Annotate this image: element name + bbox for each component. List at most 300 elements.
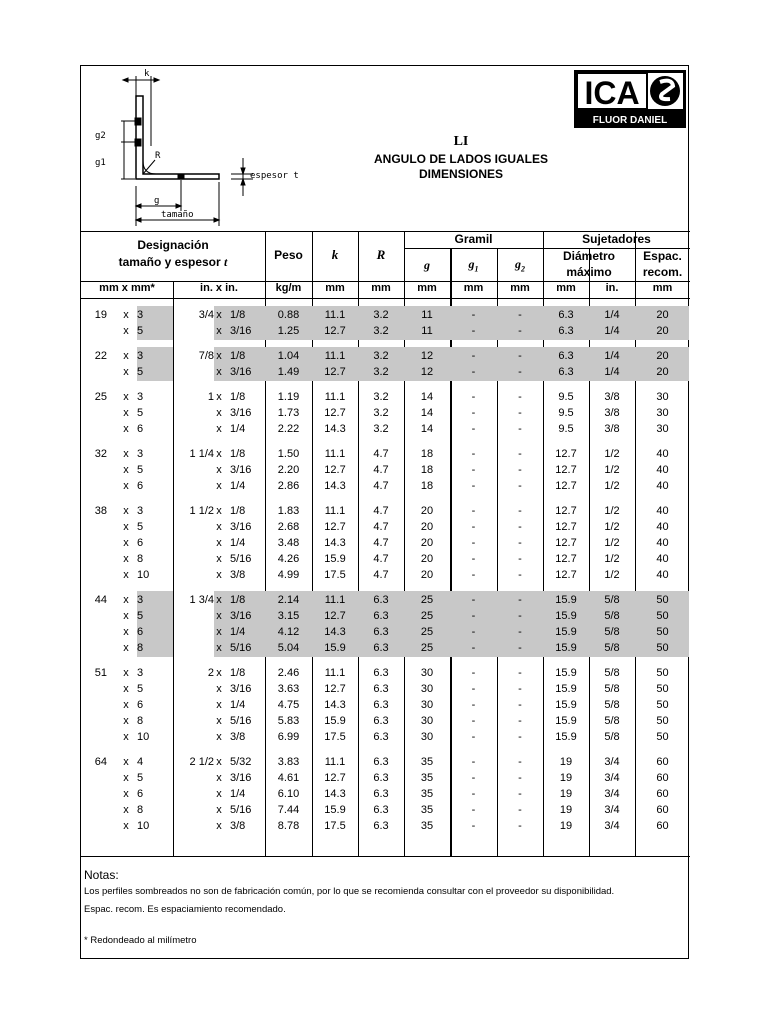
cell-g: 30 (420, 731, 434, 743)
cell-k: 14.3 (324, 480, 346, 492)
cell-peso: 1.73 (277, 407, 300, 419)
cell-g1: - (471, 537, 476, 549)
cell-R: 6.3 (373, 804, 389, 816)
cell-dmm: 19 (559, 772, 573, 784)
cell-dmm: 19 (559, 788, 573, 800)
cell-x2: x (216, 683, 222, 695)
cell-x2: x (216, 366, 222, 378)
cell-x2: x (216, 594, 222, 606)
cell-a: 64 (94, 756, 107, 768)
cell-din: 1/4 (604, 309, 620, 321)
cell-x2: x (216, 772, 222, 784)
cell-peso: 6.99 (277, 731, 300, 743)
cell-din: 1/2 (604, 569, 620, 581)
cell-k: 12.7 (324, 683, 346, 695)
cell-x1: x (123, 804, 129, 816)
header-recom: recom. (642, 265, 683, 279)
cell-ib: 1/8 (230, 505, 246, 517)
header-g: g (424, 258, 430, 272)
cell-g1: - (471, 594, 476, 606)
cell-b: 10 (137, 569, 150, 581)
cell-dmm: 9.5 (558, 391, 574, 403)
cell-dmm: 12.7 (555, 505, 577, 517)
cell-g: 11 (421, 325, 433, 337)
cell-x2: x (216, 626, 222, 638)
cell-g1: - (471, 480, 476, 492)
cell-dmm: 15.9 (555, 610, 577, 622)
header-espac: Espac. (643, 249, 682, 263)
cell-k: 11.1 (324, 594, 346, 606)
cell-din: 3/4 (604, 804, 620, 816)
cell-esp: 30 (656, 407, 669, 419)
cell-x2: x (216, 464, 222, 476)
cell-g: 12 (420, 366, 434, 378)
cell-peso: 1.25 (277, 325, 300, 337)
cell-b: 5 (137, 772, 144, 784)
cell-g1: - (471, 464, 476, 476)
cell-R: 3.2 (373, 325, 389, 337)
cell-g1: - (471, 366, 476, 378)
cell-g1: - (471, 569, 476, 581)
cell-g: 18 (420, 464, 434, 476)
cell-x1: x (123, 391, 129, 403)
cell-ib: 1/4 (230, 788, 246, 800)
cell-ib: 3/8 (230, 569, 246, 581)
cell-b: 3 (137, 309, 144, 321)
cell-esp: 40 (656, 480, 669, 492)
cell-R: 6.3 (373, 715, 389, 727)
cell-g: 20 (420, 569, 434, 581)
cell-g1: - (471, 715, 476, 727)
cell-R: 4.7 (373, 521, 389, 533)
cell-peso: 4.26 (277, 553, 300, 565)
cell-peso: 1.83 (277, 505, 300, 517)
cell-g: 12 (420, 350, 434, 362)
cell-dmm: 15.9 (555, 594, 577, 606)
cell-a: 22 (94, 350, 107, 362)
cell-g: 30 (420, 683, 434, 695)
cell-g2: - (518, 464, 522, 476)
cell-b: 10 (137, 820, 150, 832)
cell-peso: 0.88 (277, 309, 300, 321)
cell-dmm: 12.7 (555, 480, 577, 492)
diagram-g1-label: g1 (95, 158, 106, 168)
cell-dmm: 15.9 (555, 667, 577, 679)
cell-x1: x (123, 772, 129, 784)
unit-mm-mm: mm x mm* (99, 282, 155, 294)
cell-esp: 40 (656, 537, 669, 549)
cell-g2: - (518, 537, 522, 549)
unit-g2: mm (510, 282, 530, 294)
cell-b: 3 (137, 594, 144, 606)
cell-ib: 3/16 (230, 464, 252, 476)
cell-peso: 2.20 (277, 464, 300, 476)
cell-x1: x (123, 731, 129, 743)
cell-ib: 3/16 (230, 683, 252, 695)
cell-b: 6 (137, 788, 144, 800)
cell-din: 1/2 (604, 521, 620, 533)
cell-peso: 2.22 (277, 423, 300, 435)
cell-R: 3.2 (373, 423, 389, 435)
cell-ib: 3/16 (230, 772, 252, 784)
cell-g: 11 (421, 309, 433, 321)
cell-ib: 5/16 (230, 553, 252, 565)
cell-k: 15.9 (324, 715, 346, 727)
cell-b: 4 (137, 756, 144, 768)
cell-g2: - (518, 423, 522, 435)
cell-g: 35 (420, 756, 434, 768)
cell-g: 18 (420, 480, 434, 492)
cell-esp: 30 (656, 423, 669, 435)
cell-b: 5 (137, 325, 144, 337)
cell-peso: 2.46 (277, 667, 300, 679)
cell-R: 6.3 (373, 594, 389, 606)
cell-ia: 3/4 (198, 309, 214, 321)
cell-din: 1/4 (604, 325, 620, 337)
header-maximo: máximo (566, 265, 612, 279)
cell-din: 1/2 (604, 537, 620, 549)
cell-R: 6.3 (373, 731, 389, 743)
cell-k: 11.1 (324, 667, 346, 679)
cell-g1: - (471, 309, 476, 321)
cell-g1: - (471, 391, 476, 403)
cell-k: 11.1 (324, 505, 346, 517)
unit-in-in: in. x in. (200, 282, 238, 294)
cell-g: 14 (420, 423, 434, 435)
cell-b: 3 (137, 448, 144, 460)
cell-k: 12.7 (324, 610, 346, 622)
cell-b: 3 (137, 391, 144, 403)
cell-x1: x (123, 569, 129, 581)
cell-x2: x (216, 391, 222, 403)
cell-b: 6 (137, 537, 144, 549)
header-g1: $g_1$ (468, 257, 479, 274)
cell-g: 35 (420, 804, 434, 816)
cell-x2: x (216, 642, 222, 654)
cell-k: 17.5 (324, 569, 346, 581)
cell-g1: - (471, 407, 476, 419)
cell-dmm: 19 (559, 756, 573, 768)
cell-esp: 40 (656, 553, 669, 565)
cell-g: 18 (420, 448, 434, 460)
cell-ib: 1/4 (230, 537, 246, 549)
cell-ia: 1 3/4 (189, 594, 214, 606)
cell-g1: - (471, 683, 476, 695)
cell-b: 5 (137, 464, 144, 476)
cell-x1: x (123, 309, 129, 321)
cell-ia: 2 1/2 (189, 756, 214, 768)
cell-ib: 3/16 (230, 610, 252, 622)
cell-dmm: 6.3 (558, 309, 574, 321)
cell-a: 32 (94, 448, 107, 460)
cell-g: 25 (420, 642, 434, 654)
cell-g1: - (471, 325, 476, 337)
cell-x1: x (123, 715, 129, 727)
cell-k: 12.7 (324, 366, 346, 378)
cell-din: 3/4 (604, 788, 620, 800)
cell-g: 25 (420, 594, 434, 606)
cell-ib: 1/8 (230, 350, 246, 362)
cell-R: 4.7 (373, 553, 389, 565)
cell-x2: x (216, 325, 222, 337)
cell-din: 3/8 (604, 423, 620, 435)
cell-k: 15.9 (324, 553, 346, 565)
cell-b: 8 (137, 715, 144, 727)
cell-g: 14 (420, 407, 434, 419)
cell-R: 6.3 (373, 788, 389, 800)
unit-d-mm: mm (556, 282, 576, 294)
cell-x1: x (123, 537, 129, 549)
cell-b: 10 (137, 731, 150, 743)
cell-x1: x (123, 683, 129, 695)
header-tamano-espesor: tamaño y espesor t (118, 255, 228, 269)
cell-x2: x (216, 309, 222, 321)
cell-b: 6 (137, 480, 144, 492)
cell-din: 1/2 (604, 464, 620, 476)
cell-k: 14.3 (324, 626, 346, 638)
cell-b: 3 (137, 350, 144, 362)
cell-dmm: 12.7 (555, 464, 577, 476)
cell-x1: x (123, 448, 129, 460)
cell-g1: - (471, 667, 476, 679)
cell-g1: - (471, 699, 476, 711)
company-logo (574, 70, 686, 133)
cell-ib: 1/8 (230, 309, 246, 321)
cell-esp: 50 (656, 626, 669, 638)
logo-text-bottom: FLUOR DANIEL (592, 115, 668, 126)
cell-x2: x (216, 350, 222, 362)
cell-din: 3/4 (604, 756, 620, 768)
cell-ib: 1/8 (230, 448, 246, 460)
cell-g2: - (518, 407, 522, 419)
unit-g1: mm (463, 282, 484, 294)
cell-k: 11.1 (324, 391, 346, 403)
cell-din: 5/8 (604, 594, 620, 606)
cell-k: 17.5 (324, 820, 346, 832)
cell-ib: 1/4 (230, 699, 246, 711)
cell-ib: 1/8 (230, 667, 246, 679)
cell-g1: - (471, 521, 476, 533)
cell-x2: x (216, 480, 222, 492)
cell-R: 4.7 (373, 480, 389, 492)
cell-ib: 3/16 (230, 521, 252, 533)
cell-x1: x (123, 788, 129, 800)
cell-dmm: 12.7 (555, 537, 577, 549)
header-k: k (331, 247, 339, 262)
cell-b: 5 (137, 407, 144, 419)
cell-ib: 3/16 (230, 366, 252, 378)
cell-g2: - (518, 366, 522, 378)
cell-peso: 6.10 (277, 788, 300, 800)
cell-esp: 50 (656, 715, 669, 727)
cell-g1: - (471, 553, 476, 565)
cell-x2: x (216, 407, 222, 419)
cell-din: 5/8 (604, 610, 620, 622)
cell-x1: x (123, 464, 129, 476)
header-sujetadores: Sujetadores (582, 232, 651, 246)
cell-x2: x (216, 731, 222, 743)
cell-dmm: 6.3 (558, 350, 574, 362)
cell-g2: - (518, 715, 522, 727)
cell-dmm: 15.9 (555, 715, 577, 727)
cell-din: 5/8 (604, 667, 620, 679)
cell-b: 5 (137, 610, 144, 622)
cell-k: 15.9 (324, 804, 346, 816)
cell-peso: 3.83 (277, 756, 300, 768)
cell-g2: - (518, 594, 522, 606)
cell-g: 25 (420, 626, 434, 638)
cell-g2: - (518, 788, 522, 800)
cell-ib: 3/16 (230, 407, 252, 419)
cell-x1: x (123, 594, 129, 606)
cell-x2: x (216, 820, 222, 832)
cell-x1: x (123, 610, 129, 622)
notes-line-2: Espac. recom. Es espaciamiento recomendado. (84, 904, 286, 915)
unit-kgm: kg/m (275, 282, 302, 294)
cell-g: 14 (420, 391, 434, 403)
cell-g1: - (471, 626, 476, 638)
cell-g: 20 (420, 537, 434, 549)
notes-line-3: * Redondeado al milímetro (84, 935, 197, 946)
cell-peso: 5.04 (277, 642, 300, 654)
cell-k: 12.7 (324, 521, 346, 533)
cell-x1: x (123, 756, 129, 768)
cell-g2: - (518, 642, 522, 654)
cell-dmm: 6.3 (558, 366, 574, 378)
cell-din: 1/2 (604, 480, 620, 492)
cell-a: 51 (94, 667, 107, 679)
cell-g1: - (471, 642, 476, 654)
cell-din: 3/4 (604, 772, 620, 784)
cell-g: 35 (420, 820, 434, 832)
cell-din: 3/8 (604, 391, 620, 403)
cell-g1: - (471, 820, 476, 832)
cell-k: 14.3 (324, 788, 346, 800)
section-code: LI (453, 134, 469, 149)
cell-peso: 1.49 (277, 366, 300, 378)
cell-x2: x (216, 505, 222, 517)
cell-x1: x (123, 325, 129, 337)
cell-dmm: 15.9 (555, 642, 577, 654)
cell-b: 3 (137, 667, 144, 679)
cell-din: 1/4 (604, 366, 620, 378)
cell-g: 30 (420, 715, 434, 727)
cell-dmm: 12.7 (555, 569, 577, 581)
cell-x1: x (123, 699, 129, 711)
cell-x1: x (123, 366, 129, 378)
cell-g1: - (471, 772, 476, 784)
cell-esp: 60 (656, 788, 669, 800)
cell-x2: x (216, 569, 222, 581)
cell-ib: 1/8 (230, 594, 246, 606)
cell-esp: 60 (656, 804, 669, 816)
cell-R: 6.3 (373, 610, 389, 622)
cell-b: 5 (137, 683, 144, 695)
cell-esp: 50 (656, 610, 669, 622)
cell-ib: 5/16 (230, 804, 252, 816)
cell-esp: 20 (656, 325, 669, 337)
cell-x2: x (216, 667, 222, 679)
page-subtitle: DIMENSIONES (418, 167, 503, 181)
unit-r: mm (371, 282, 391, 294)
cell-esp: 60 (656, 756, 669, 768)
cell-ia: 1 (207, 391, 214, 403)
diagram-espesor-label: espesor t (250, 171, 299, 181)
cell-x2: x (216, 448, 222, 460)
cell-peso: 4.99 (277, 569, 300, 581)
cell-dmm: 12.7 (555, 553, 577, 565)
cell-dmm: 9.5 (558, 423, 574, 435)
cell-R: 6.3 (373, 756, 389, 768)
unit-d-in: in. (605, 282, 619, 294)
cell-esp: 60 (656, 772, 669, 784)
cell-esp: 20 (656, 309, 669, 321)
cell-g2: - (518, 820, 522, 832)
cell-peso: 4.75 (277, 699, 300, 711)
cell-din: 1/2 (604, 505, 620, 517)
cell-peso: 3.48 (277, 537, 300, 549)
cell-dmm: 15.9 (555, 731, 577, 743)
cell-b: 6 (137, 699, 144, 711)
cell-g1: - (471, 505, 476, 517)
cell-x1: x (123, 480, 129, 492)
header-g2: $g_2$ (515, 257, 525, 274)
cell-k: 11.1 (324, 350, 346, 362)
cell-esp: 30 (656, 391, 669, 403)
cell-g2: - (518, 772, 522, 784)
cell-dmm: 12.7 (555, 521, 577, 533)
cell-g2: - (518, 448, 522, 460)
cell-k: 14.3 (324, 423, 346, 435)
cell-din: 1/2 (604, 448, 620, 460)
cell-x2: x (216, 537, 222, 549)
cell-a: 19 (94, 309, 107, 321)
cell-ib: 3/16 (230, 325, 252, 337)
cell-g2: - (518, 626, 522, 638)
cell-x2: x (216, 610, 222, 622)
cell-g2: - (518, 569, 522, 581)
cell-ib: 1/8 (230, 391, 246, 403)
cell-R: 6.3 (373, 772, 389, 784)
cell-x1: x (123, 350, 129, 362)
cell-esp: 40 (656, 464, 669, 476)
cell-din: 5/8 (604, 642, 620, 654)
cell-ib: 1/4 (230, 423, 246, 435)
cell-R: 6.3 (373, 683, 389, 695)
cell-dmm: 15.9 (555, 626, 577, 638)
cell-x2: x (216, 423, 222, 435)
cell-dmm: 15.9 (555, 683, 577, 695)
diagram-k-label: k (144, 69, 150, 79)
cell-din: 3/8 (604, 407, 620, 419)
cell-b: 8 (137, 642, 144, 654)
cell-esp: 50 (656, 699, 669, 711)
cell-ib: 1/4 (230, 480, 246, 492)
page-title: ANGULO DE LADOS IGUALES (373, 152, 548, 166)
cell-R: 3.2 (373, 366, 389, 378)
cell-peso: 5.83 (277, 715, 300, 727)
cell-din: 1/4 (604, 350, 620, 362)
cell-g2: - (518, 505, 522, 517)
cell-esp: 60 (656, 820, 669, 832)
cell-peso: 2.86 (277, 480, 300, 492)
cell-g: 35 (420, 772, 434, 784)
cell-k: 14.3 (324, 537, 346, 549)
cell-R: 6.3 (373, 699, 389, 711)
spec-sheet (80, 65, 689, 959)
cell-peso: 3.15 (277, 610, 300, 622)
cell-b: 6 (137, 423, 144, 435)
